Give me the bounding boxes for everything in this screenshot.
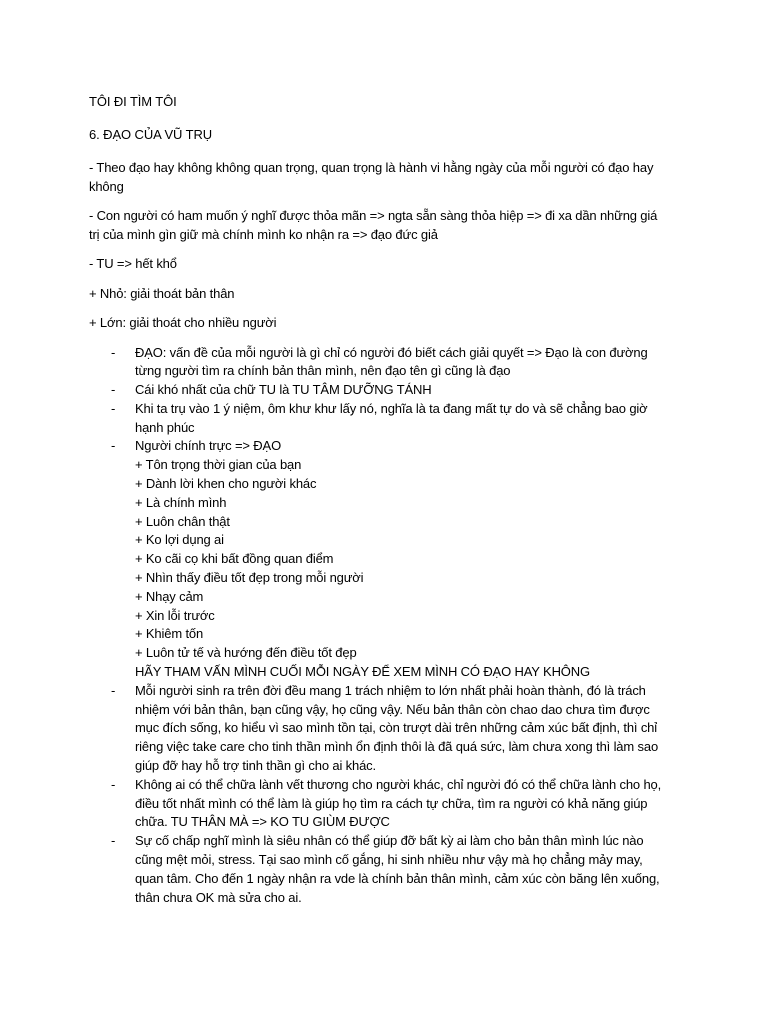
list-item-text: Mỗi người sinh ra trên đời đều mang 1 trách nhiệm to lớn nhất phải hoàn thành, đó là trách nhiệm với bản thân, bạn cũng vậy, họ cũng vậy. Nếu bản thân còn chao dao chưa tìm được mục đích sống, ko hiểu vì sao mình tồn tại, còn trượt dài trên những cảm xúc bất định, thì chỉ riêng việc take care cho tinh thần mình ổn định thôi là đã quá sức, làm chưa xong thì làm sao giúp đỡ hay hỗ trợ tinh thần gì cho ai khác. — [135, 682, 659, 774]
bullet-dash: - — [111, 400, 116, 416]
sub-item: + Xin lỗi trước — [135, 607, 215, 623]
bullet-dash: - — [111, 833, 116, 849]
list-item — [89, 437, 669, 681]
sub-item: + Dành lời khen cho người khác — [135, 476, 317, 492]
sub-item: + Tôn trọng thời gian của bạn — [135, 457, 302, 473]
list-item-text: Cái khó nhất của chữ TU là TU TÂM DƯỠNG TÁNH — [135, 382, 432, 398]
paragraph: + Nhỏ: giải thoát bản thân — [89, 285, 235, 301]
sub-item: + Nhạy cảm — [135, 588, 204, 604]
sub-item: + Khiêm tốn — [135, 626, 204, 642]
bullet-dash: - — [111, 776, 116, 792]
bullet-dash: - — [111, 682, 116, 698]
list-item — [89, 832, 669, 907]
sub-item: + Luôn chân thật — [135, 513, 230, 529]
bullet-dash: - — [111, 382, 116, 398]
bullet-dash: - — [111, 344, 116, 360]
list-item — [89, 344, 669, 382]
sub-item: + Luôn tử tế và hướng đến điều tốt đẹp — [135, 645, 357, 661]
bullet-list — [89, 344, 669, 908]
list-item — [89, 381, 669, 400]
list-item-text: Người chính trực => ĐẠO — [135, 438, 282, 454]
sub-item: + Ko cãi cọ khi bất đồng quan điểm — [135, 551, 334, 567]
list-item — [89, 776, 669, 832]
list-item — [89, 682, 669, 776]
paragraph: - TU => hết khổ — [89, 256, 177, 271]
sub-item: + Nhìn thấy điều tốt đẹp trong mỗi người — [135, 570, 364, 586]
sub-list — [135, 456, 669, 682]
list-item-text: Không ai có thể chữa lành vết thương cho người khác, chỉ người đó có thể chữa lành cho họ, điều tốt nhất mình có thể làm là giúp họ tìm ra cách tự chữa, tìm ra người có khả năng giúp chữa. TU THÂN MÀ => KO TU GIÙM ĐƯỢC — [135, 776, 662, 830]
paragraph: + Lớn: giải thoát cho nhiều người — [89, 315, 277, 330]
document-title: TÔI ĐI TÌM TÔI — [89, 94, 177, 109]
paragraph: - Theo đạo hay không không quan trọng, quan trọng là hành vi hằng ngày của mỗi người có đạo hay không — [89, 160, 654, 194]
bullet-dash: - — [111, 438, 116, 454]
paragraph: - Con người có ham muốn ý nghĩ được thỏa mãn => ngta sẵn sàng thỏa hiệp => đi xa dần những giá trị của mình gìn giữ mà chính mình ko nhận ra => đạo đức giả — [89, 208, 658, 242]
sub-heading: HÃY THAM VẤN MÌNH CUỐI MỖI NGÀY ĐỂ XEM MÌNH CÓ ĐẠO HAY KHÔNG — [135, 664, 590, 680]
list-item — [89, 400, 669, 438]
sub-item: + Ko lợi dụng ai — [135, 532, 224, 548]
list-item-text: Sự cố chấp nghĩ mình là siêu nhân có thể giúp đỡ bất kỳ ai làm cho bản thân mình lúc nào cũng mệt mỏi, stress. Tại sao mình cố gắng, hi sinh nhiều như vậy mà họ chẳng mảy may, quan tâm. Cho đến 1 ngày nhận ra vde là chính bản thân mình, cảm xúc còn băng lên xuống, thân chưa OK mà sửa cho ai. — [135, 833, 660, 905]
section-heading: 6. ĐẠO CỦA VŨ TRỤ — [89, 127, 213, 142]
list-item-text: Khi ta trụ vào 1 ý niệm, ôm khư khư lấy nó, nghĩa là ta đang mất tự do và sẽ chẳng bao giờ hạnh phúc — [135, 400, 648, 435]
sub-item: + Là chính mình — [135, 494, 227, 510]
list-item-text: ĐẠO: vấn đề của mỗi người là gì chỉ có người đó biết cách giải quyết => Đạo là con đường từng người tìm ra chính bản thân mình, nên đạo tên gì cũng là đạo — [135, 344, 648, 379]
